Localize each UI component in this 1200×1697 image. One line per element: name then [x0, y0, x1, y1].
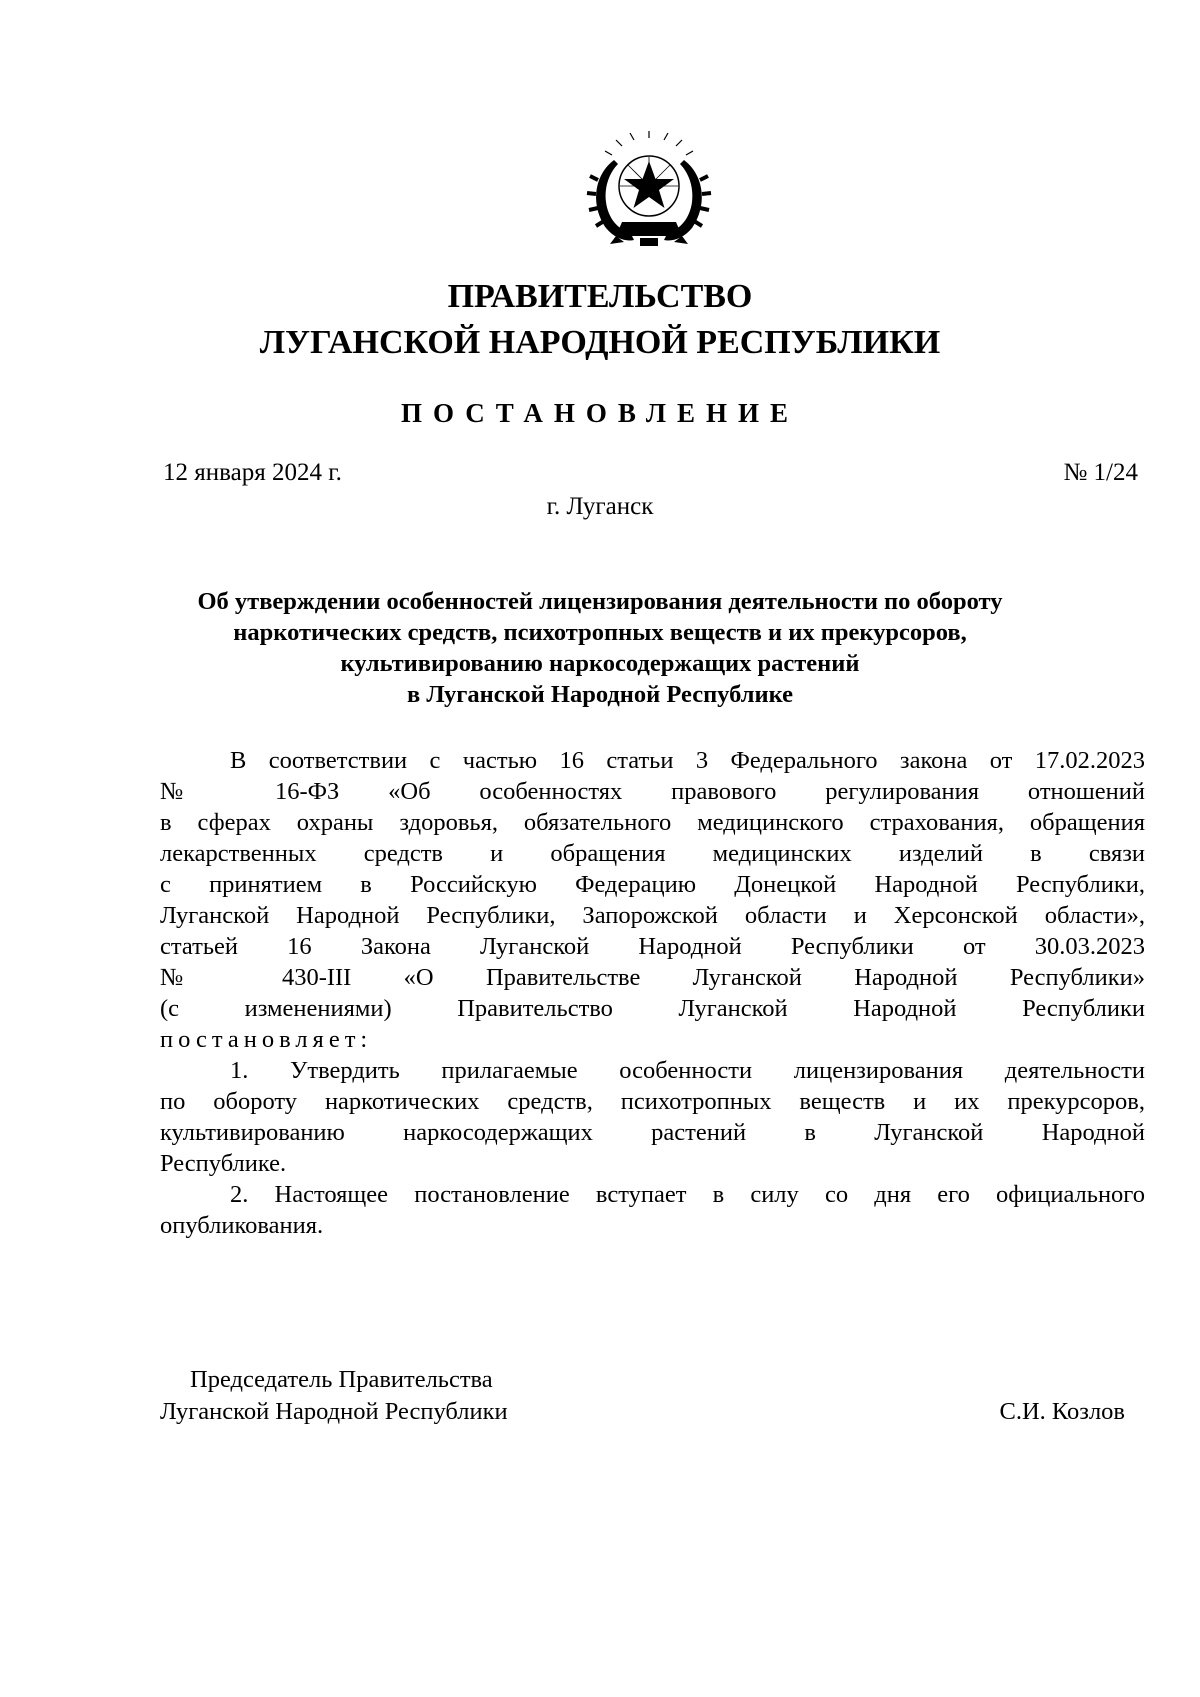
signatory-position-line2: Луганской Народной Республики: [160, 1398, 508, 1425]
document-city: г. Луганск: [546, 493, 654, 520]
clause-1-line: Республике.: [160, 1150, 287, 1177]
body-line: Луганской Народной Республики, Запорожской области и Херсонской области»,: [160, 902, 1145, 929]
document-number: № 1/24: [1063, 459, 1138, 486]
body-line: (с изменениями) Правительство Луганской Народной Республики: [160, 995, 1145, 1022]
title-line: наркотических средств, психотропных веществ и их прекурсоров,: [233, 619, 967, 646]
document-title: [140, 586, 1060, 710]
coat-of-arms-emblem: [584, 130, 714, 255]
body-line: В соответствии с частью 16 статьи 3 Федерального закона от 17.02.2023: [230, 747, 1145, 774]
body-line: в сферах охраны здоровья, обязательного медицинского страхования, обращения: [160, 809, 1145, 836]
organization-name-line2: ЛУГАНСКОЙ НАРОДНОЙ РЕСПУБЛИКИ: [259, 324, 941, 361]
title-line: культивированию наркосодержащих растений: [340, 650, 860, 677]
clause-1-line: 1. Утвердить прилагаемые особенности лицензирования деятельности: [230, 1057, 1145, 1084]
body-line: с принятием в Российскую Федерацию Донецкой Народной Республики,: [160, 871, 1145, 898]
document-body: [160, 745, 1145, 1241]
body-line-resolves: постановляет:: [160, 1026, 373, 1053]
clause-1-line: культивированию наркосодержащих растений в Луганской Народной: [160, 1119, 1145, 1146]
title-line: Об утверждении особенностей лицензирования деятельности по обороту: [197, 588, 1003, 615]
title-line: в Луганской Народной Республике: [407, 681, 793, 708]
organization-name-line1: ПРАВИТЕЛЬСТВО: [447, 278, 753, 315]
body-line: № 430-III «О Правительстве Луганской Народной Республики»: [160, 964, 1145, 991]
signatory-name: С.И. Козлов: [999, 1398, 1125, 1425]
body-line: № 16-ФЗ «Об особенностях правового регулирования отношений: [160, 778, 1145, 805]
clause-1-line: по обороту наркотических средств, психотропных веществ и их прекурсоров,: [160, 1088, 1145, 1115]
body-line: лекарственных средств и обращения медицинских изделий в связи: [160, 840, 1145, 867]
body-line: статьей 16 Закона Луганской Народной Республики от 30.03.2023: [160, 933, 1145, 960]
document-type-heading: ПОСТАНОВЛЕНИЕ: [400, 398, 800, 428]
document-date: 12 января 2024 г.: [163, 459, 342, 486]
signatory-position-line1: Председатель Правительства: [190, 1366, 493, 1393]
clause-2-line: опубликования.: [160, 1212, 324, 1239]
clause-2-line: 2. Настоящее постановление вступает в силу со дня его официального: [230, 1181, 1145, 1208]
